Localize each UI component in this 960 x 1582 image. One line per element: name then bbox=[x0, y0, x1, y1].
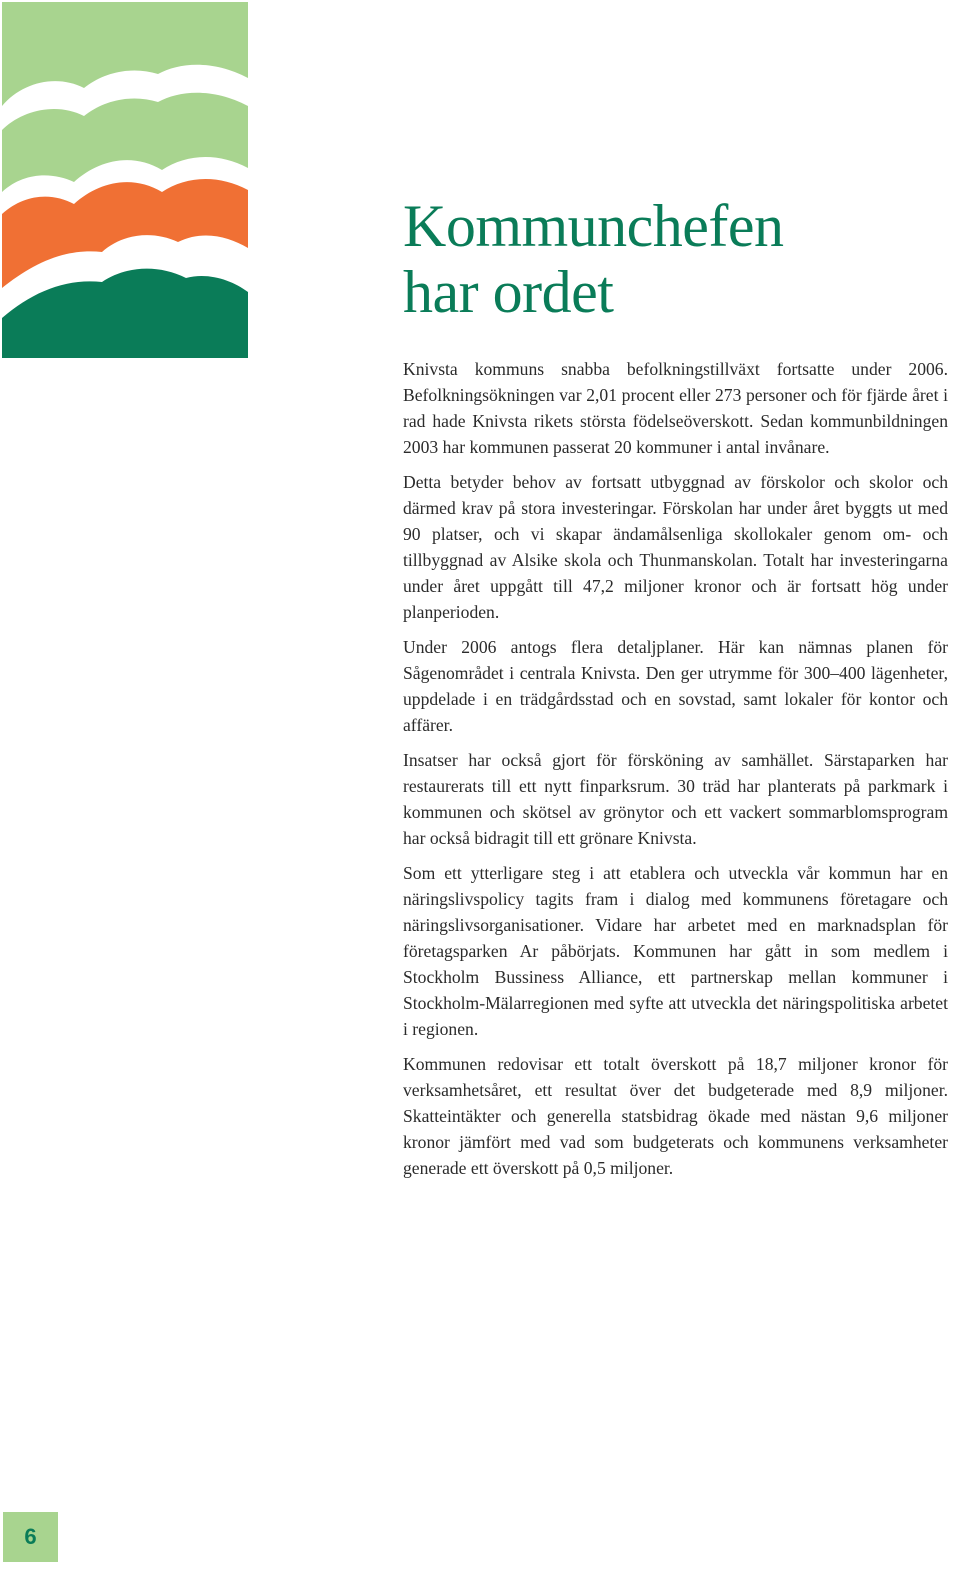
paragraph-detail-plans: Under 2006 antogs flera detaljplaner. Här kan nämnas planen för Sågenområdet i centrala Knivsta. Den ger utrymme för 300–400 lägenheter, uppdelade i en trädgårdsstad och en sovstad, samt lokaler för kontor och affärer. bbox=[403, 637, 948, 735]
page-number: 6 bbox=[3, 1512, 58, 1562]
paragraph-financial-result: Kommunen redovisar ett totalt överskott på 18,7 miljoner kronor för verksamhetsåret, ett resultat över det budgeterade med 8,9 miljoner. Skatteintäkter och generella statsbidrag ökade med nästan 9,6 miljoner kronor jämfört med vad som budgeterats och kommunens verksamheter generade ett överskott på 0,5 miljoner. bbox=[403, 1054, 948, 1178]
logo-graphic bbox=[2, 2, 248, 358]
title-line-2: har ordet bbox=[403, 259, 614, 325]
paragraph-beautification: Insatser har också gjort för försköning av samhället. Särstaparken har restaurerats till ett nytt finparksrum. 30 träd har planterats på parkmark i kommunen och skötsel av grönytor och ett vackert sommarblomsprogram har också bidragit till ett grönare Knivsta. bbox=[403, 750, 948, 848]
page-title bbox=[403, 193, 943, 325]
logo-waves-icon bbox=[2, 2, 248, 358]
title-line-1: Kommunchefen bbox=[403, 193, 784, 259]
paragraph-population: Knivsta kommuns snabba befolkningstillväxt fortsatte under 2006. Befolkningsökningen var 2,01 procent eller 273 personer och för fjärde året i rad hade Knivsta rikets största födelseöverskott. Sedan kommunbildningen 2003 har kommunen passerat 20 kommuner i antal invånare. bbox=[403, 359, 948, 457]
paragraph-business-policy: Som ett ytterligare steg i att etablera och utveckla vår kommun har en näringslivspolicy tagits fram i dialog med kommunens företagare och näringslivsorganisationer. Vidare har arbetet med en marknadsplan för företagsparken Ar påbörjats. Kommunen har gått in som medlem i Stockholm Bussiness Alliance, ett partnerskap mellan kommuner i Stockholm-Mälarregionen med syfte att utveckla det näringspolitiska arbetet i regionen. bbox=[403, 863, 948, 1039]
paragraph-investments: Detta betyder behov av fortsatt utbyggnad av förskolor och skolor och därmed krav på stora investeringar. Förskolan har under året byggts ut med 90 platser, och vi skapar ändamålsenliga skollokaler genom om- och tillbyggnad av Alsike skola och Thunmanskolan. Totalt har investeringarna under året uppgått till 47,2 miljoner kronor och är fortsatt hög under planperioden. bbox=[403, 472, 948, 622]
body-text bbox=[403, 356, 948, 1190]
